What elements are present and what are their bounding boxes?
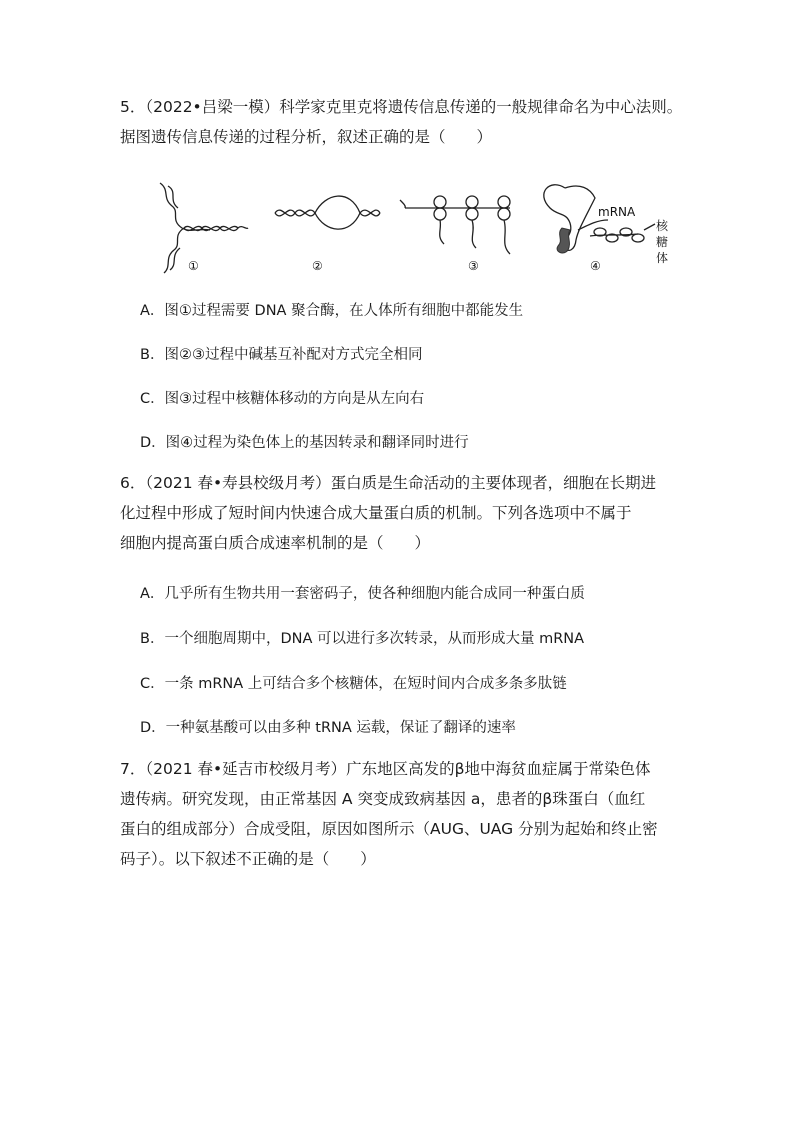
peptide-3c bbox=[504, 220, 510, 254]
question-5 bbox=[120, 92, 683, 152]
daughter-strand-bottom bbox=[170, 248, 180, 270]
replication-strand-top bbox=[160, 183, 210, 230]
peptide-3b bbox=[472, 220, 476, 248]
question-6-option-d: D．一种氨基酸可以由多种 tRNA 运载，保证了翻译的速率 bbox=[140, 720, 516, 736]
ribosome-pointer bbox=[644, 224, 655, 230]
question-6-option-b: B．一个细胞周期中，DNA 可以进行多次转录，从而形成大量 mRNA bbox=[140, 631, 585, 647]
ribosome-3b-top bbox=[466, 196, 478, 208]
ribosome-3a-top bbox=[434, 196, 446, 208]
question-6-line-2: 化过程中形成了短时间内快速合成大量蛋白质的机制。下列各选项中不属于 bbox=[120, 504, 632, 522]
question-5-option-b: B．图②③过程中碱基互补配对方式完全相同 bbox=[140, 347, 423, 363]
question-7-line-4: 码子）。以下叙述不正确的是（ ） bbox=[120, 850, 376, 868]
question-5-line-2: 据图遗传信息传递的过程分析，叙述正确的是（ ） bbox=[120, 128, 493, 146]
mrna-end-3 bbox=[400, 200, 405, 208]
central-dogma-diagram bbox=[150, 178, 680, 278]
question-6-line-3: 细胞内提高蛋白质合成速率机制的是（ ） bbox=[120, 534, 431, 552]
question-5-option-d: D．图④过程为染色体上的基因转录和翻译同时进行 bbox=[140, 435, 469, 451]
figure-label-1: ① bbox=[188, 259, 199, 273]
daughter-strand-top bbox=[168, 186, 178, 208]
question-7-line-2: 遗传病。研究发现，由正常基因 A 突变成致病基因 a，患者的β珠蛋白（血红 bbox=[120, 790, 646, 808]
ribosome-3b-bottom bbox=[466, 208, 478, 220]
replication-strand-bottom bbox=[164, 228, 184, 273]
ribosome-label-1: 核 bbox=[656, 219, 669, 233]
question-6-line-1: 6．（2021 春•寿县校级月考）蛋白质是生命活动的主要体现者，细胞在长期进 bbox=[120, 474, 657, 492]
rna-polymerase-4 bbox=[557, 228, 570, 253]
question-5-option-a: A．图①过程需要 DNA 聚合酶，在人体所有细胞中都能发生 bbox=[140, 303, 524, 319]
mrna-label: mRNA bbox=[598, 205, 636, 219]
ribosome-4d bbox=[632, 234, 644, 242]
peptide-3a bbox=[440, 220, 444, 244]
transcription-strand-a bbox=[275, 196, 380, 216]
question-7-line-3: 蛋白的组成部分）合成受阻，原因如图所示（AUG、UAG 分别为起始和终止密 bbox=[120, 820, 658, 838]
ribosome-label-3: 体 bbox=[656, 251, 669, 265]
ribosome-label-2: 糖 bbox=[656, 235, 669, 249]
figure-label-2: ② bbox=[312, 259, 323, 273]
question-5-option-c: C．图③过程中核糖体移动的方向是从左向右 bbox=[140, 391, 425, 407]
figure-label-3: ③ bbox=[468, 259, 479, 273]
question-7-line-1: 7．（2021 春•延吉市校级月考）广东地区高发的β地中海贫血症属于常染色体 bbox=[120, 760, 651, 778]
question-6-option-c: C．一条 mRNA 上可结合多个核糖体，在短时间内合成多条多肽链 bbox=[140, 676, 567, 692]
ribosome-3c-bottom bbox=[498, 208, 510, 220]
question-7 bbox=[120, 754, 680, 874]
ribosome-3c-top bbox=[498, 196, 510, 208]
question-6 bbox=[120, 468, 680, 558]
question-6-option-a: A．几乎所有生物共用一套密码子，使各种细胞内能合成同一种蛋白质 bbox=[140, 586, 585, 602]
transcription-strand-b bbox=[275, 210, 380, 229]
ribosome-3a-bottom bbox=[434, 208, 446, 220]
question-5-figure bbox=[150, 178, 680, 278]
question-5-line-1: 5．（2022•吕梁一模）科学家克里克将遗传信息传递的一般规律命名为中心法则。 bbox=[120, 98, 683, 116]
figure-label-4: ④ bbox=[590, 259, 601, 273]
